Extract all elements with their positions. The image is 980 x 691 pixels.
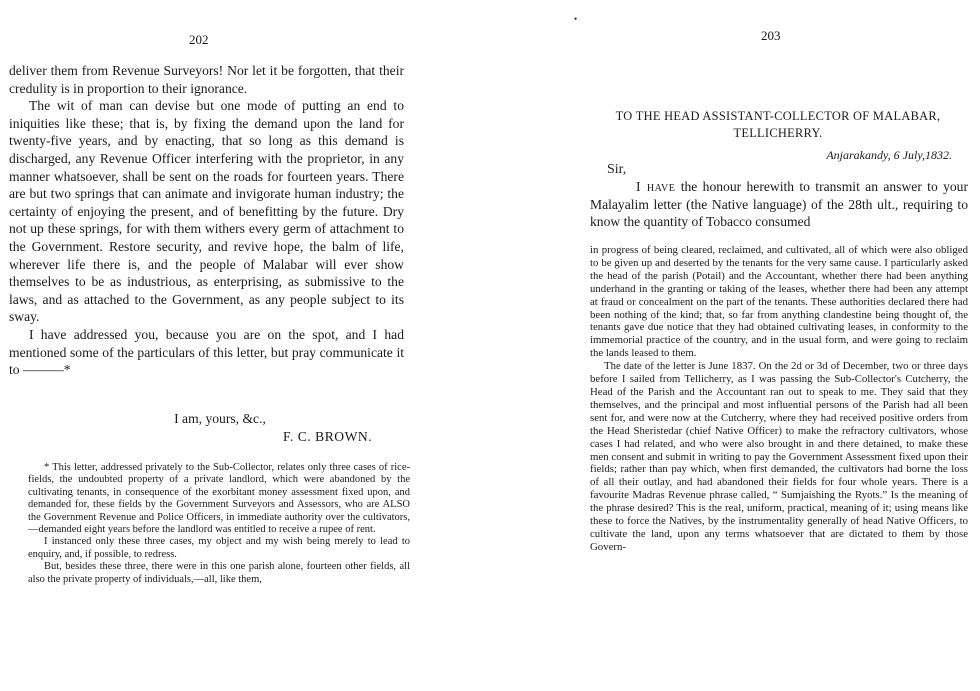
heading-line-1: TO THE HEAD ASSISTANT-COLLECTOR OF MALABAR, — [615, 109, 941, 123]
footnote-2: I instanced only these three cases, my object and my wish being merely to lead to enquiry, and, if possible, to redress. — [28, 536, 410, 560]
speck-mark: • — [574, 14, 578, 24]
continued-paragraph: in progress of being cleared, reclaimed, and cultivated, all of which were also obliged to be given up and deserted by the tenants for the very same cause. I particularly asked the head of the parish (Potail) and the Accountant, whether there had been anything underhand in the granting or taking of the leases, whether there had been any attempt at fraud or concealment on the part of the tenants. These authorities declared there had been nothing of the kind; that, so far from anything clandestine being thought of, the tenants gave due notice that they had obtained cultivating leases, in conformity to the immemorial practice of the country, and in the usual form, and were going to reclaim the lands leased to them. — [590, 244, 968, 360]
footnote-1: * This letter, addressed privately to the Sub-Collector, relates only three cases of rice-fields, the undoubted property of a private landlord, which were abandoned by the cultivating tenants, in consequence of the exorbitant money assessment fixed upon, and demanded for, these fields by the Government Surveyors and Assessors, who are ALSO the Government Revenue and Police Officers, in immediate authority over the cultivators,—demanded eight years before the landlord was entitled to receive a rupee of rent. — [28, 462, 410, 536]
letter-heading — [588, 108, 968, 142]
right-page — [540, 0, 980, 691]
place-date: Anjarakandy, 6 July,1832. — [826, 148, 952, 162]
heading-line-2: TELLICHERRY. — [733, 126, 823, 140]
signature: F. C. BROWN. — [283, 429, 373, 444]
footnote-3: But, besides these three, there were in this one parish alone, fourteen other fields, all also the private property of individuals,—all, like them, — [28, 561, 410, 585]
salutation: Sir, — [607, 162, 627, 177]
closing-line: I am, yours, &c., — [174, 411, 266, 426]
left-main-text — [9, 62, 404, 379]
right-continued-text — [590, 244, 968, 554]
left-page-number: 202 — [189, 32, 209, 47]
letter-body: the honour herewith to transmit an answer to your Malayalim letter (the Native language) of the 28th ult., requiring to know the quantity of Tobacco consumed — [590, 179, 968, 230]
letter-opening — [590, 178, 968, 231]
left-page — [0, 0, 440, 691]
left-paragraph-1: deliver them from Revenue Surveyors! Nor let it be forgotten, that their credulity is in proportion to their ignorance. — [9, 63, 404, 96]
left-paragraph-2: The wit of man can devise but one mode of putting an end to iniquities like these; that is, by fixing the demand upon the land for twenty-five years, and by enacting, that so long as this demand is discharged, any Revenue Officer interfering with the proprietor, in any manner whatsoever, shall be sent on the roads for fourteen years. There are but two springs that can animate and invigorate human industry; the certainty of enjoying the present, and of benefitting by the future. Dry not up these springs, for with them withers every germ of attachment to the Government. Restore security, and revive hope, the balm of life, wherever life there is, and the people of Malabar will ever show themselves to be as industrious, as enterprising, as submissive to the laws, and as attached to the Government, as any people subject to its sway. — [9, 98, 404, 325]
right-page-number: 203 — [761, 28, 781, 43]
opening-words: I have — [636, 179, 676, 194]
date-paragraph: The date of the letter is June 1837. On the 2d or 3d of December, two or three days before I sailed from Tellicherry, as I was passing the Sub-Collector's Cutcherry, the Head of the Parish and the Accountant ran out to speak to me. They said that they themselves, and the principal and most influential persons of the Parish had all been sent for, and were now at the Cutcherry, where they had received positive orders from the Head Sheristedar (chief Native Officer) to make the refractory cultivators, whose cases I had related, and who were also brought in and there detained, to make these men consent and submit in writing to pay the Government Assessment fixed upon their fields; rather than pay which, when first demanded, the cultivators had borne the loss of all their outlay, and had abandoned their fields for four whole years. There is a favourite Madras Revenue phrase called, “ Sumjaishing the Ryots.” Is the meaning of the phrase desired? This is the real, uniform, practical, meaning of it; using means like these to force the Natives, by the instrumentality generally of head Native Officers, to cultivate the land, upon any terms whatsoever that are dictated to them by those Govern- — [590, 360, 968, 553]
left-footnotes — [28, 462, 410, 586]
left-paragraph-3: I have addressed you, because you are on the spot, and I had mentioned some of the particulars of this letter, but pray communicate it to ———* — [9, 326, 404, 378]
